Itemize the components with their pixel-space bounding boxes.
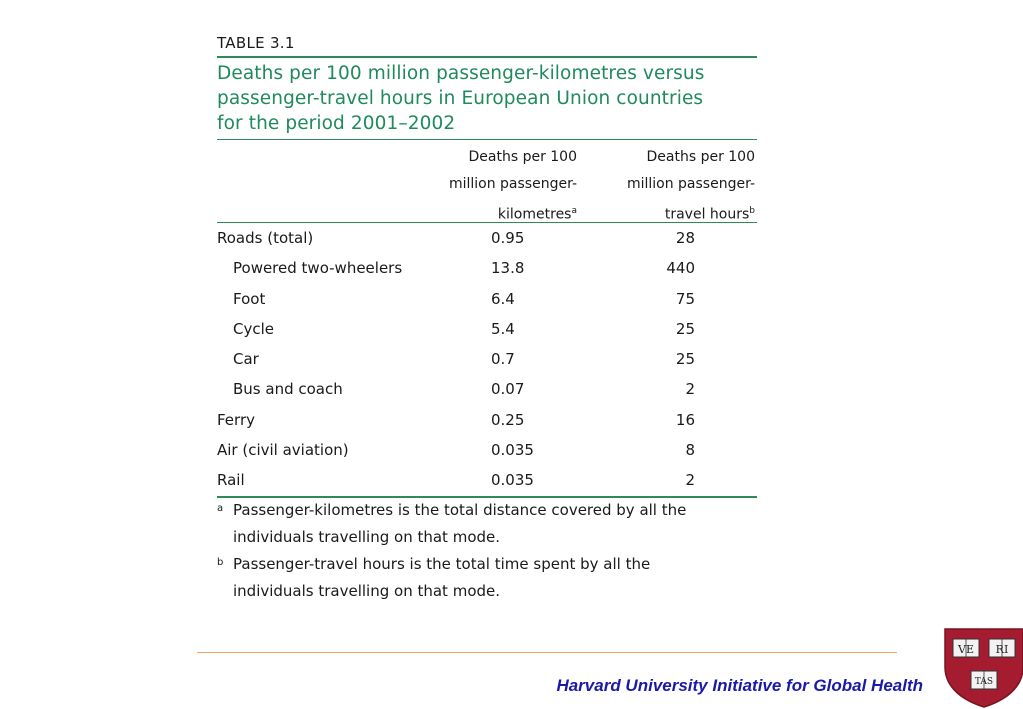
header-line-text: kilometres xyxy=(497,206,572,223)
row-label: Bus and coach xyxy=(233,380,343,399)
cell-deaths-per-hour: 75 xyxy=(675,289,695,308)
cell-deaths-per-hour: 16 xyxy=(675,410,695,429)
book-word-tas: TAS xyxy=(974,677,994,687)
table-row xyxy=(217,253,757,283)
table-header-row xyxy=(217,140,757,222)
cell-deaths-per-hour: 25 xyxy=(675,319,695,338)
cell-deaths-per-hour: 2 xyxy=(685,471,695,490)
row-label: Foot xyxy=(233,289,266,308)
table-title xyxy=(217,58,757,139)
table-body xyxy=(217,223,757,496)
footnote-mark-a: a xyxy=(571,206,577,216)
column-header-kilometres xyxy=(427,144,577,229)
header-line: Deaths per 100 xyxy=(646,149,755,165)
cell-deaths-per-km: 0.25 xyxy=(491,410,525,429)
row-label: Powered two-wheelers xyxy=(233,259,403,278)
table-row xyxy=(217,284,757,314)
footer-divider xyxy=(197,652,897,653)
cell-deaths-per-km: 0.07 xyxy=(491,380,525,399)
table-title-line: passenger-travel hours in European Union countries xyxy=(217,88,704,109)
row-label: Ferry xyxy=(217,410,255,429)
footnote-mark: b xyxy=(217,557,224,568)
footnotes xyxy=(217,497,757,610)
book-word-ve: VE xyxy=(958,643,974,656)
cell-deaths-per-km: 0.035 xyxy=(491,471,534,490)
table-row xyxy=(217,435,757,465)
cell-deaths-per-hour: 28 xyxy=(675,229,695,247)
table-row xyxy=(217,344,757,374)
footnote-line: Passenger-travel hours is the total time spent by all the xyxy=(233,555,651,573)
header-line: million passenger- xyxy=(448,176,577,192)
table-row xyxy=(217,374,757,404)
row-label: Rail xyxy=(217,471,245,490)
footnote-line: individuals travelling on that mode. xyxy=(233,582,501,600)
cell-deaths-per-hour: 8 xyxy=(685,441,695,460)
cell-deaths-per-km: 6.4 xyxy=(491,289,515,308)
cell-deaths-per-km: 5.4 xyxy=(491,319,515,338)
book-bottom xyxy=(971,671,997,689)
cell-deaths-per-km: 0.035 xyxy=(491,441,534,460)
footnote-line: Passenger-kilometres is the total distance covered by all the xyxy=(233,501,687,519)
table-title-line: for the period 2001–2002 xyxy=(217,113,456,134)
table-row xyxy=(217,465,757,495)
row-label: Roads (total) xyxy=(217,229,314,247)
footnote-b xyxy=(217,551,757,605)
header-line: Deaths per 100 xyxy=(468,149,577,165)
cell-deaths-per-km: 0.7 xyxy=(491,350,515,369)
cell-deaths-per-km: 0.95 xyxy=(491,229,525,247)
header-line: million passenger- xyxy=(626,176,755,192)
cell-deaths-per-hour: 2 xyxy=(685,380,695,399)
table-row xyxy=(217,223,757,253)
row-label: Cycle xyxy=(233,319,274,338)
footer-title: Harvard University Initiative for Global Health xyxy=(556,676,923,695)
table-row xyxy=(217,405,757,435)
harvard-shield-logo xyxy=(943,627,1023,709)
cell-deaths-per-km: 13.8 xyxy=(491,259,525,278)
cell-deaths-per-hour: 25 xyxy=(675,350,695,369)
column-header-travel-hours xyxy=(595,144,755,229)
header-line-text: travel hours xyxy=(664,206,750,223)
row-label: Car xyxy=(233,350,259,369)
data-table xyxy=(217,30,757,498)
book-word-ri: RI xyxy=(995,643,1009,656)
book-left xyxy=(953,639,979,657)
footnote-mark: a xyxy=(217,503,224,514)
footnote-a xyxy=(217,497,757,551)
table-label: TABLE 3.1 xyxy=(217,34,295,52)
table-row xyxy=(217,314,757,344)
row-label: Air (civil aviation) xyxy=(217,441,349,460)
footnote-line: individuals travelling on that mode. xyxy=(233,528,501,546)
table-title-line: Deaths per 100 million passenger-kilometres versus xyxy=(217,63,705,84)
footnote-mark-b: b xyxy=(749,206,755,216)
book-right xyxy=(989,639,1015,657)
cell-deaths-per-hour: 440 xyxy=(666,259,695,278)
